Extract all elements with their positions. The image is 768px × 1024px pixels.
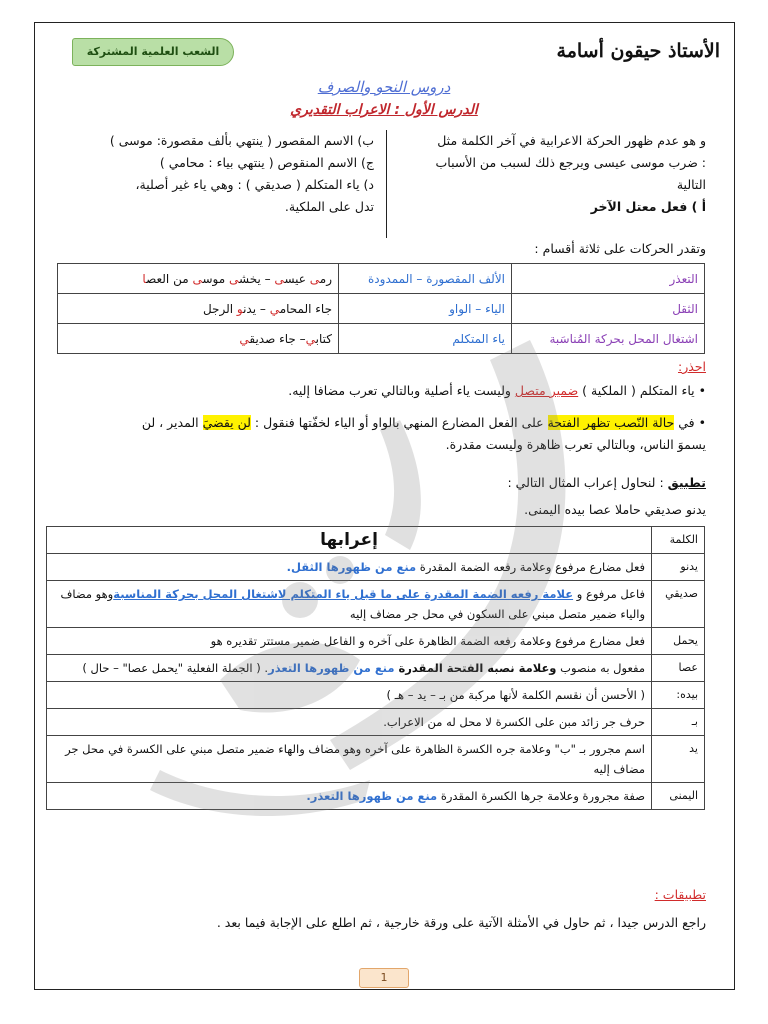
table-row: اليمنى صفة مجرورة وعلامة جرها الكسرة المقدرة منع من ظهورها التعذر.	[47, 783, 705, 810]
col-word-header: الكلمة	[652, 527, 705, 554]
table-row: يدنو فعل مضارع مرفوع وعلامة رفعه الضمة المقدرة منع من ظهورها الثقل.	[47, 554, 705, 581]
case-examples: جاء المحامي – يدنو الرجل	[58, 294, 339, 324]
table-row	[58, 264, 705, 294]
page-number: 1	[359, 968, 409, 988]
intro-left-column	[56, 130, 374, 218]
table-row	[58, 324, 705, 354]
case-letters: ياء المتكلم	[339, 324, 512, 354]
highlight-nasb: حالة النّصب تظهر الفتحة	[547, 415, 675, 430]
table-row	[47, 527, 705, 554]
caution-point2: • في حالة النّصب تظهر الفتحة على الفعل المضارع المنهي بالواو أو الياء لخفّتها فنقول : لن يقضيَ المدير ، لن يسموَ الناس، وبالتالي تعرب ظاهرة وليست مقدرة.	[141, 415, 706, 452]
table-row: يحمل فعل مضارع مرفوع وعلامة رفعه الضمة الظاهرة على آخره و الفاعل ضمير مستتر تقديره هو	[47, 628, 705, 655]
intro-right-line3: التالية	[676, 177, 706, 192]
intro-item-c: ج) الاسم المنقوص ( ينتهي بياء : محامي )	[159, 155, 374, 170]
intro-item-d2: تدل على الملكية.	[284, 199, 374, 214]
lesson-title: الدرس الأول : الاعراب التقديري	[290, 102, 478, 118]
case-type: التعذر	[512, 264, 705, 294]
case-type: اشتغال المحل بحركة المُناسَبة	[512, 324, 705, 354]
estimate-line: وتقدر الحركات على ثلاثة أقسام :	[534, 241, 706, 256]
intro-right-column	[406, 130, 706, 218]
parsing-table	[46, 526, 705, 810]
branch-badge: الشعب العلمية المشتركة	[72, 38, 234, 66]
case-letters: الياء – الواو	[339, 294, 512, 324]
table-row: يد اسم مجرور بـ "ب" وعلامة جره الكسرة الظاهرة على آخره وهو مضاف والهاء ضمير متصل مبني على الكسرة في محل جر مضاف إليه	[47, 736, 705, 783]
caution-label: احذر:	[677, 359, 706, 374]
intro-item-a: أ ) فعل معتل الآخر	[590, 199, 706, 214]
case-examples: رمى عيسى – يخشى موسى من العصا	[58, 264, 339, 294]
column-divider	[386, 130, 387, 238]
case-type: الثقل	[512, 294, 705, 324]
intro-right-line1: و هو عدم ظهور الحركة الاعرابية في آخر الكلمة مثل	[437, 133, 706, 148]
case-letters: الألف المقصورة – الممدودة	[339, 264, 512, 294]
col-parse-header: إعرابها	[47, 527, 652, 554]
intro-right-line2: : ضرب موسى عيسى ويرجع ذلك لسبب من الأسباب	[435, 155, 706, 170]
intro-item-d1: د) ياء المتكلم ( صديقي ) : وهي ياء غير أصلية،	[135, 177, 374, 192]
caution-point1: • ياء المتكلم ( الملكية ) ضمير متصل وليست ياء أصلية وبالتالي تعرب مضافا إليه.	[288, 383, 706, 398]
table-row: عصا مفعول به منصوب وعلامة نصبه الفتحة المقدرة منع من ظهورها التعذر. ( الجملة الفعلية "يحمل عصا" – حال )	[47, 655, 705, 682]
table-row: بيده: ( الأحسن أن نقسم الكلمة لأنها مركبة من بـ – يد – هـ )	[47, 682, 705, 709]
series-title: دروس النحو والصرف	[317, 78, 451, 96]
application-line: تطبيق : لنحاول إعراب المثال التالي :	[507, 475, 706, 490]
teacher-name: الأستاذ حيقون أسامة	[556, 40, 720, 62]
exercises-text: راجع الدرس جيدا ، ثم حاول في الأمثلة الآتية على ورقة خارجية ، ثم اطلع على الإجابة فيما بعد .	[216, 915, 706, 930]
highlight-attached-pronoun: ضمير متصل	[514, 383, 579, 398]
case-examples: كتابي– جاء صديقي	[58, 324, 339, 354]
cases-table	[57, 263, 705, 354]
table-row: بـ حرف جر زائد مبن على الكسرة لا محل له من الاعراب.	[47, 709, 705, 736]
application-example: يدنو صديقي حاملا عصا بيده اليمنى.	[524, 502, 706, 517]
intro-item-b: ب) الاسم المقصور ( ينتهي بألف مقصورة: موسى )	[109, 133, 374, 148]
table-row: صديقي فاعل مرفوع و علامة رفعه الضمة المقدرة على ما قبل ياء المتكلم لاشتغال المحل بحركة المناسبةوهو مضاف والياء ضمير متصل مبني على السكون في محل جر مضاف إليه	[47, 581, 705, 628]
table-row	[58, 294, 705, 324]
exercises-label: تطبيقات :	[654, 887, 706, 902]
